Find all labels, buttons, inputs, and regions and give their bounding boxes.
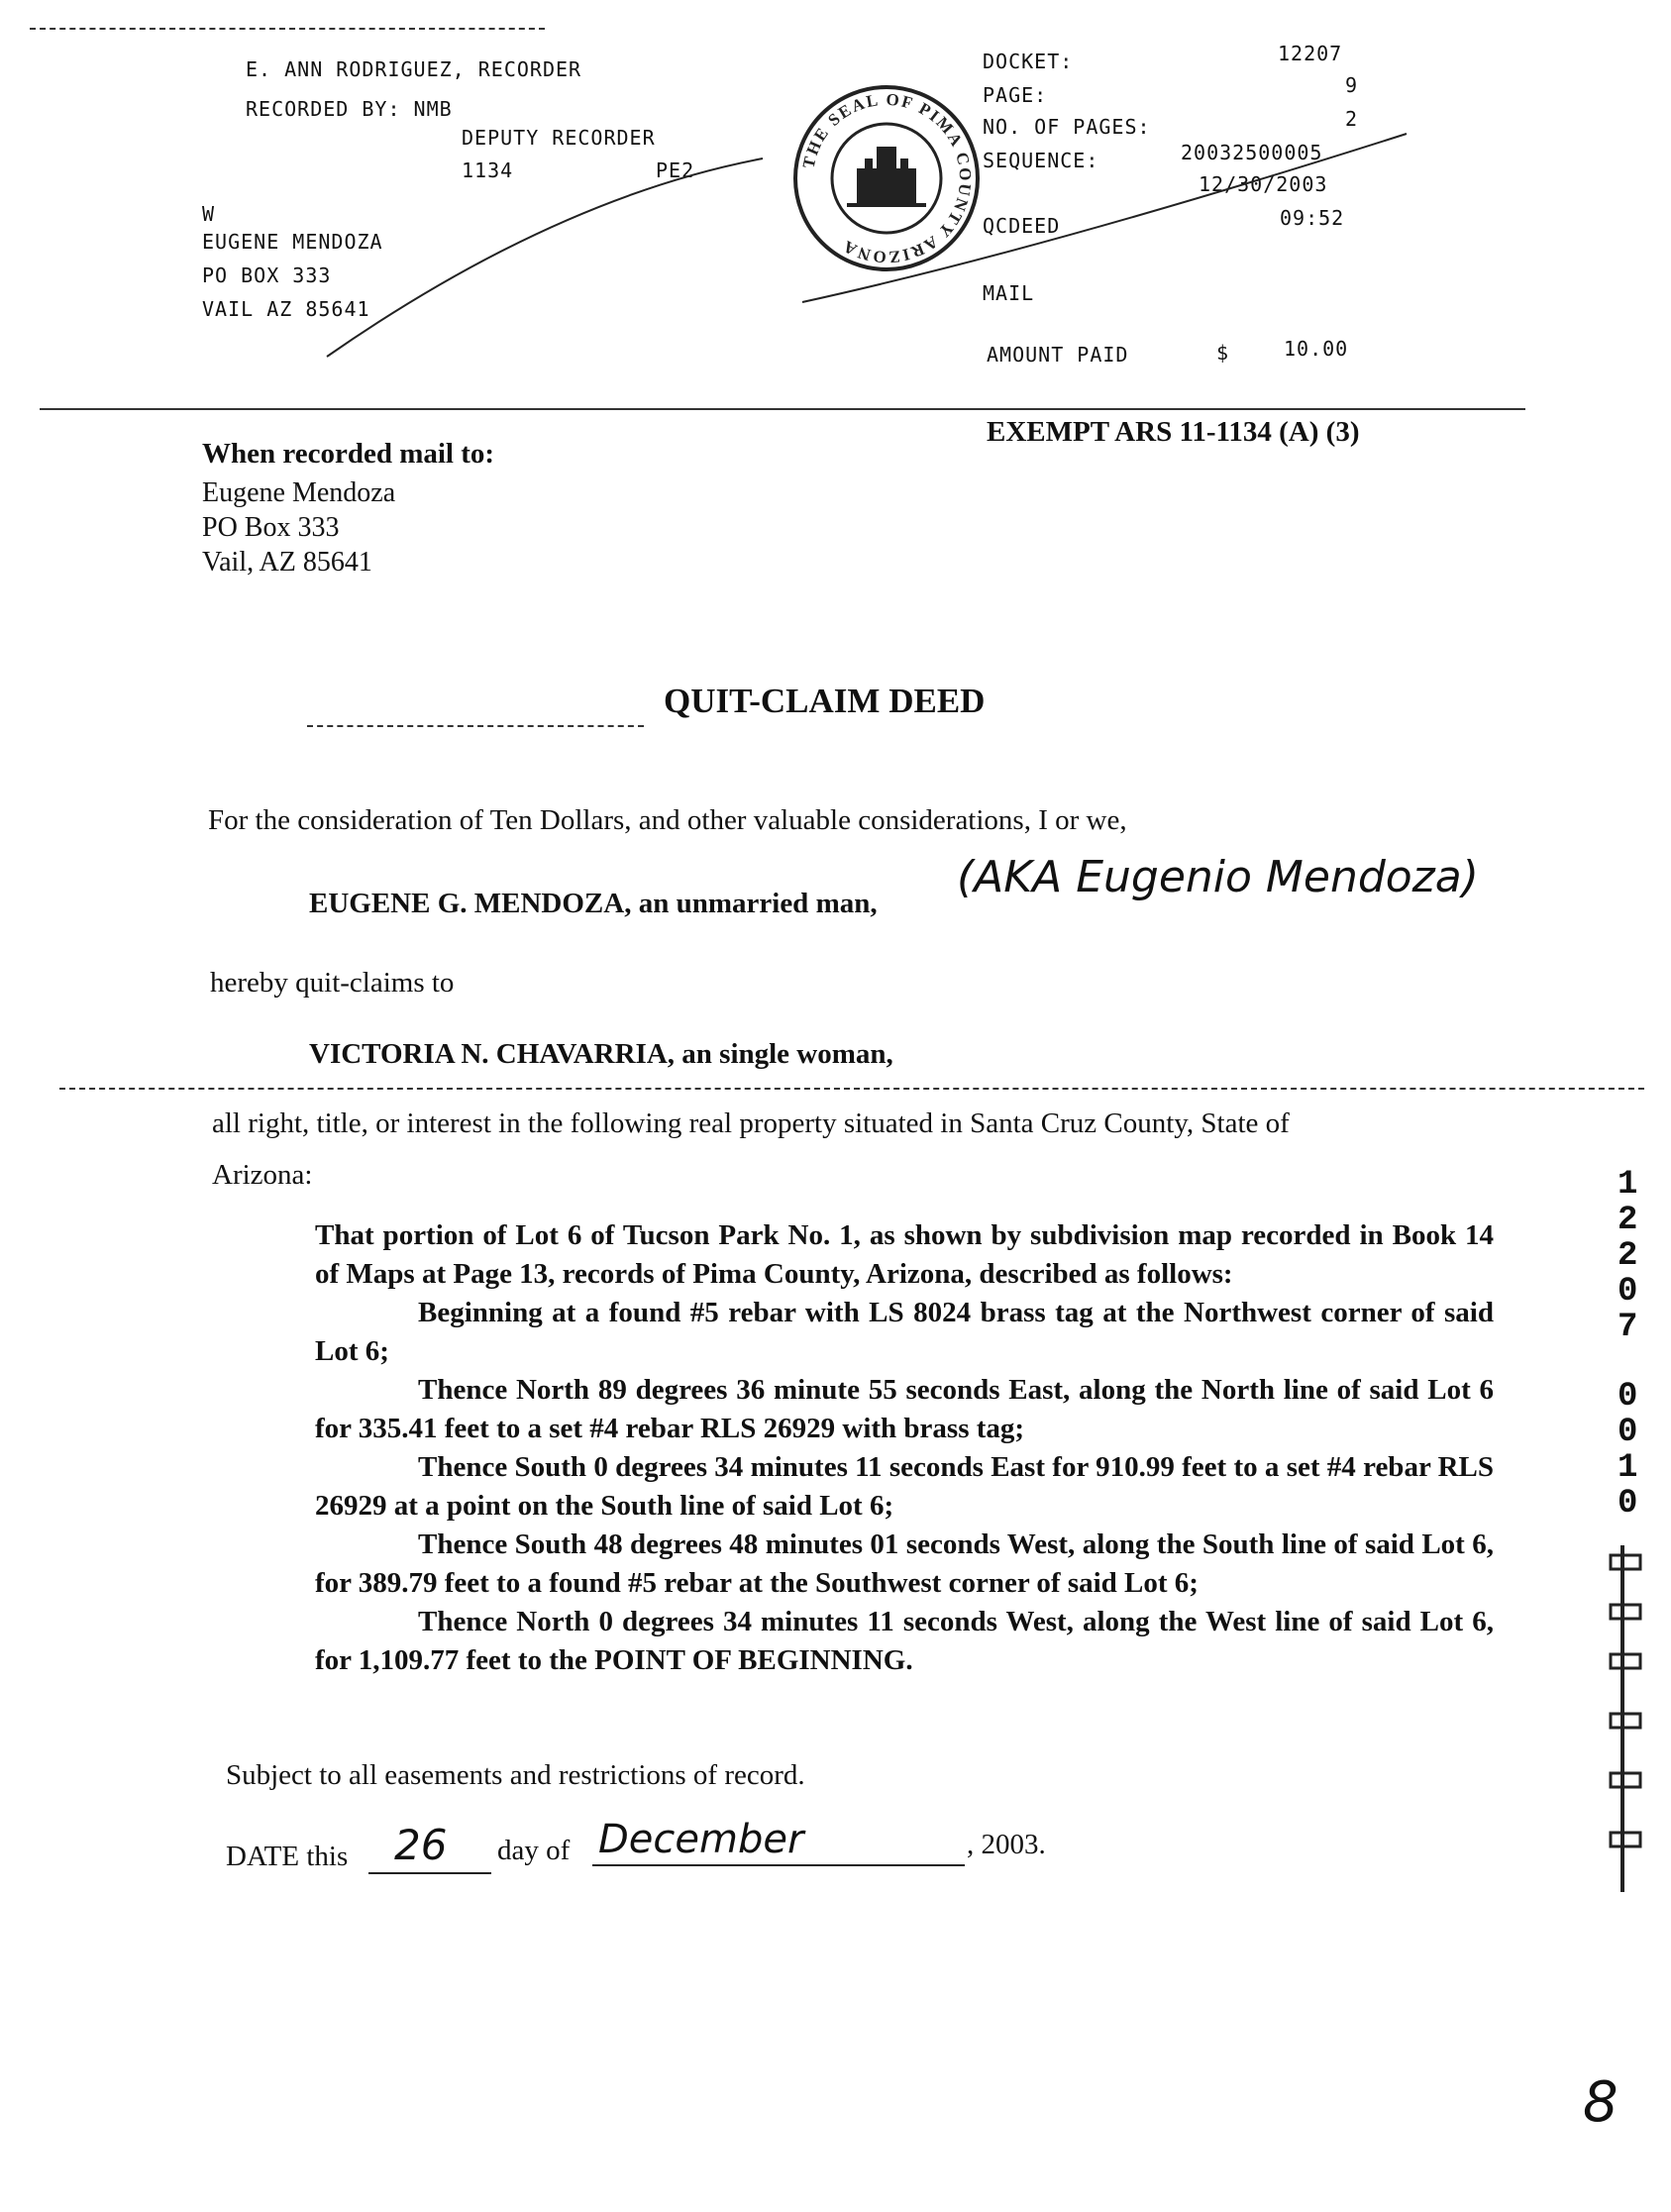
docket-value: 12207 [1278, 42, 1343, 65]
seal-text: THE SEAL OF PIMA COUNTY ARIZONA [798, 89, 976, 267]
mail-to-city: Vail, AZ 85641 [202, 547, 372, 578]
date-middle: day of [497, 1835, 571, 1866]
recording-strike-lines [0, 0, 1671, 416]
side-stamp-docket-text: 12207 [1618, 1166, 1638, 1346]
amount-paid-value: 10.00 [1284, 337, 1349, 361]
recorder-code-2: PE2 [656, 158, 695, 182]
legal-beginning: Beginning at a found #5 rebar with LS 8024 brass tag at the Northwest corner of said Lot 6; [315, 1297, 1494, 1367]
mail-code: W [202, 202, 216, 226]
subject-clause: Subject to all easements and restrictions of record. [226, 1759, 805, 1791]
property-line-2: Arizona: [212, 1159, 313, 1191]
date-year: , 2003. [967, 1829, 1046, 1860]
grantor-aka-handwritten: (AKA Eugenio Mendoza) [957, 852, 1479, 902]
legal-description [315, 1216, 1494, 1680]
legal-course-4: Thence North 0 degrees 34 minutes 11 seconds West, along the West line of said Lot 6, for 1,109.77 feet to the POINT OF BEGINNING. [315, 1606, 1494, 1676]
sequence-label: SEQUENCE: [983, 149, 1099, 172]
quitclaims-text: hereby quit-claims to [210, 967, 455, 999]
pages-value: 2 [1345, 107, 1359, 131]
grantee-name: VICTORIA N. CHAVARRIA, an single woman, [309, 1038, 893, 1070]
mail-to-heading: When recorded mail to: [202, 438, 495, 470]
document-type: QCDEED [983, 214, 1061, 238]
mail-to-box: PO Box 333 [202, 512, 340, 543]
document-title: QUIT-CLAIM DEED [664, 682, 986, 720]
date-day-handwritten: 26 [394, 1821, 448, 1869]
return-address-box: PO BOX 333 [202, 263, 332, 287]
legal-course-1: Thence North 89 degrees 36 minute 55 seconds East, along the North line of said Lot 6 for 335.41 feet to a set #4 rebar RLS 26929 with brass tag; [315, 1374, 1494, 1444]
side-stamp-page [1613, 1379, 1642, 1522]
recorded-date: 12/30/2003 [1199, 172, 1328, 196]
side-stamp-page-text: 0010 [1618, 1378, 1638, 1523]
page-label: PAGE: [983, 83, 1048, 107]
amount-currency: $ [1216, 341, 1230, 365]
day-blank [368, 1872, 491, 1874]
legal-course-2: Thence South 0 degrees 34 minutes 11 seconds East for 910.99 feet to a set #4 rebar RLS 26929 at a point on the South line of said Lot 6; [315, 1451, 1494, 1522]
exempt-notice: EXEMPT ARS 11-1134 (A) (3) [987, 416, 1360, 448]
return-address-name: EUGENE MENDOZA [202, 230, 383, 254]
pages-label: NO. OF PAGES: [983, 115, 1151, 139]
property-line-1: all right, title, or interest in the following real property situated in Santa Cruz County, State of [212, 1107, 1290, 1139]
month-blank [592, 1864, 965, 1866]
legal-course-3: Thence South 48 degrees 48 minutes 01 seconds West, along the South line of said Lot 6, for 389.79 feet to a found #5 rebar at the Southwest corner of said Lot 6; [315, 1528, 1494, 1599]
deputy-recorder: DEPUTY RECORDER [462, 126, 656, 150]
mail-to-name: Eugene Mendoza [202, 477, 396, 508]
recorder-name: E. ANN RODRIGUEZ, RECORDER [246, 57, 582, 81]
return-address-city: VAIL AZ 85641 [202, 297, 370, 321]
recorder-code: 1134 [462, 158, 514, 182]
sequence-value: 20032500005 [1181, 141, 1323, 164]
grantor-name: EUGENE G. MENDOZA, an unmarried man, [309, 888, 878, 919]
recorded-by: RECORDED BY: NMB [246, 97, 453, 121]
scan-line-mid [307, 725, 644, 727]
consideration-text: For the consideration of Ten Dollars, and other valuable considerations, I or we, [208, 804, 1127, 836]
page-value: 9 [1345, 73, 1359, 97]
amount-paid-label: AMOUNT PAID [987, 343, 1129, 367]
legal-intro: That portion of Lot 6 of Tucson Park No. 1, as shown by subdivision map recorded in Book 14 of Maps at Page 13, records of Pima County, Arizona, described as follows: [315, 1219, 1494, 1290]
side-stamp-docket [1613, 1167, 1642, 1345]
page-mark-handwritten: 8 [1583, 2070, 1619, 2135]
date-month-handwritten: December [598, 1817, 804, 1862]
recorded-time: 09:52 [1280, 206, 1345, 230]
date-prefix: DATE this [226, 1841, 349, 1872]
mail-label: MAIL [983, 281, 1035, 305]
side-barcode [1603, 1535, 1652, 1912]
docket-label: DOCKET: [983, 50, 1074, 73]
scan-line-lower [59, 1088, 1644, 1090]
